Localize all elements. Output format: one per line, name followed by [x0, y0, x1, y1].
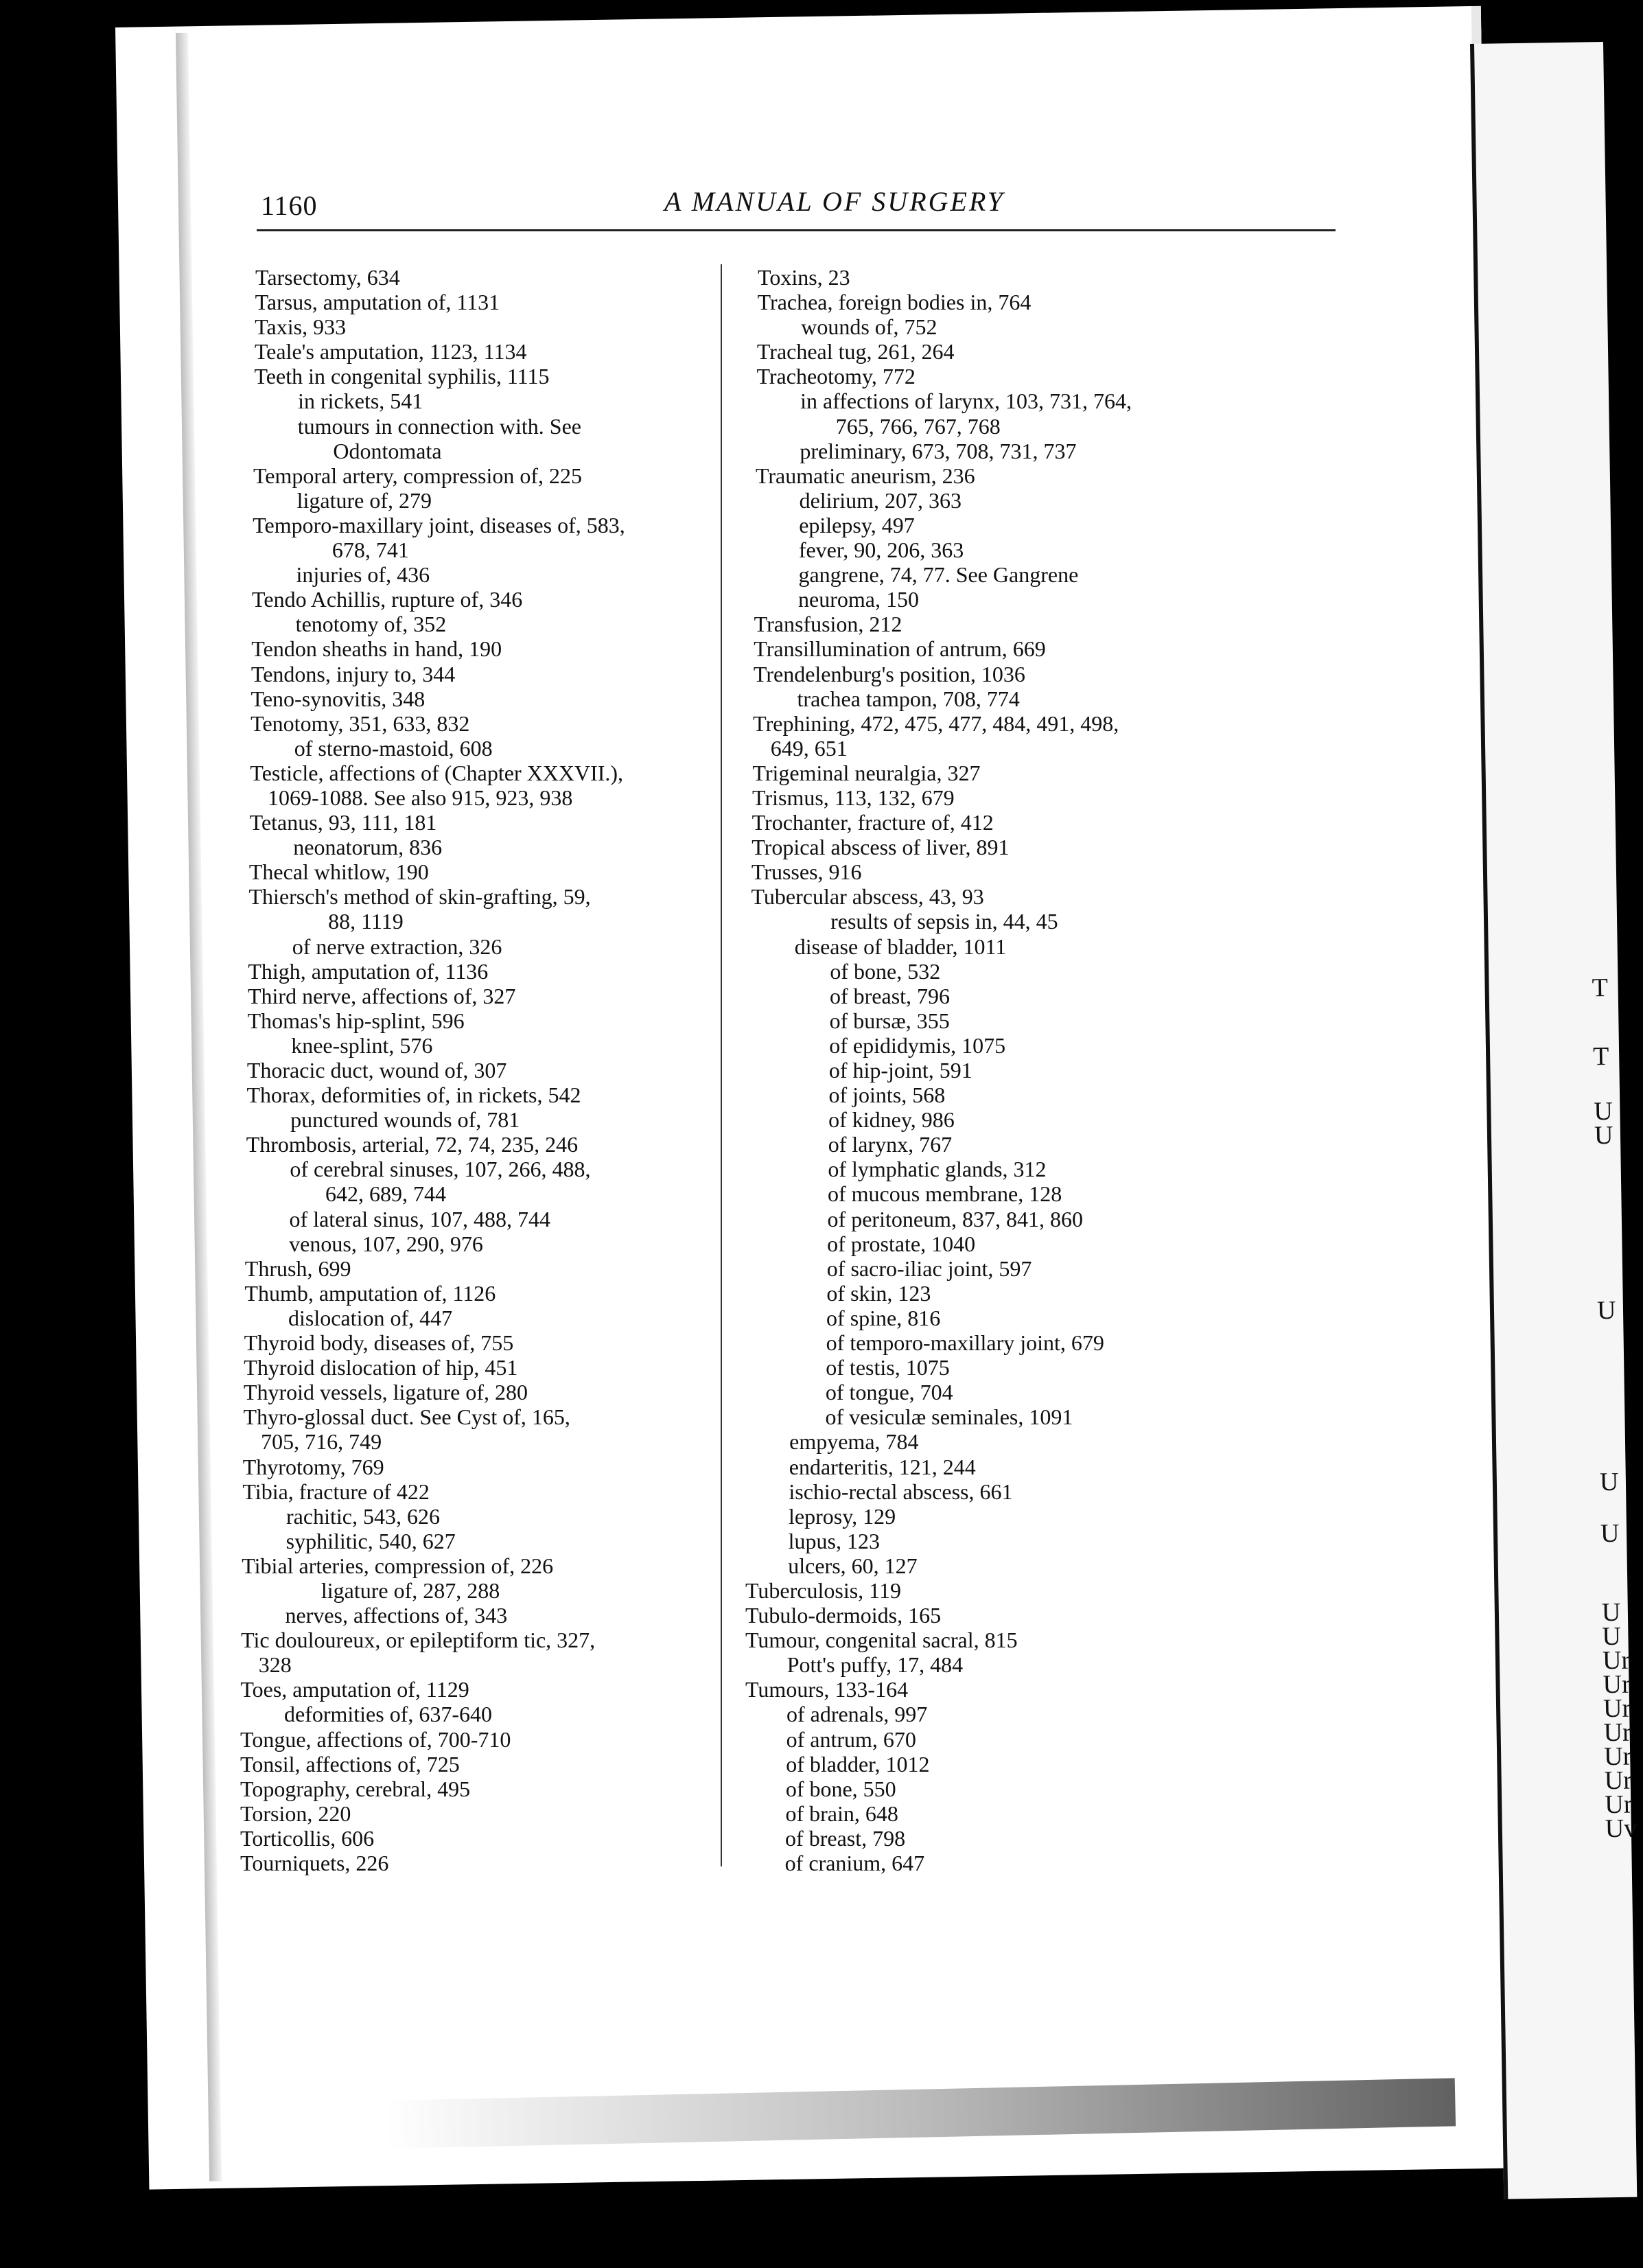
index-entry: Trusses, 916	[751, 859, 862, 885]
index-entry: Transfusion, 212	[754, 612, 902, 637]
index-entry: Tenotomy, 351, 633, 832	[250, 710, 470, 736]
index-column-right	[745, 265, 1315, 1875]
index-entry: ligature of, 279	[296, 487, 432, 513]
index-entry: Thrush, 699	[244, 1256, 351, 1281]
index-entry: ligature of, 287, 288	[321, 1577, 500, 1603]
index-entry: Thyrotomy, 769	[242, 1454, 384, 1479]
facing-page-fragment: Ur	[1604, 1766, 1633, 1796]
index-entry: of peritoneum, 837, 841, 860	[827, 1206, 1083, 1231]
index-entry: of nerve extraction, 326	[292, 934, 502, 959]
index-entry: Teale's amputation, 1123, 1134	[254, 339, 527, 364]
page-number: 1160	[261, 190, 318, 221]
index-entry: of antrum, 670	[786, 1726, 916, 1752]
index-entry: Thecal whitlow, 190	[248, 859, 429, 885]
index-entry: delirium, 207, 363	[799, 487, 962, 513]
index-entry: of cranium, 647	[784, 1851, 925, 1875]
index-entry: Odontomata	[333, 438, 442, 463]
index-entry: syphilitic, 540, 627	[286, 1528, 456, 1553]
index-entry: of breast, 798	[785, 1825, 906, 1851]
index-entry: of temporo-maxillary joint, 679	[826, 1330, 1104, 1356]
index-entry: of bladder, 1012	[786, 1751, 930, 1777]
facing-page-fragment: Uv	[1605, 1814, 1638, 1844]
index-entry: Thyroid vessels, ligature of, 280	[243, 1380, 528, 1405]
facing-page-fragment: Ur	[1603, 1741, 1632, 1772]
index-entry: gangrene, 74, 77. See Gangrene	[798, 562, 1079, 588]
index-entry: Tourniquets, 226	[240, 1851, 389, 1875]
index-entry: punctured wounds of, 781	[290, 1107, 520, 1133]
index-entry: tenotomy of, 352	[295, 612, 447, 637]
index-entry: of brain, 648	[785, 1801, 898, 1826]
index-entry: of adrenals, 997	[786, 1702, 928, 1727]
index-entry: 705, 716, 749	[261, 1429, 382, 1455]
facing-page-fragment: Ur	[1603, 1669, 1631, 1700]
index-entry: Trachea, foreign bodies in, 764	[757, 290, 1032, 315]
facing-page-fragment: T	[1592, 1042, 1609, 1072]
index-entry: of joints, 568	[828, 1083, 946, 1108]
index-entry: ulcers, 60, 127	[788, 1553, 918, 1578]
index-entry: of vesiculæ seminales, 1091	[825, 1404, 1073, 1430]
index-entry: Tuberculosis, 119	[745, 1577, 901, 1603]
index-entry: leprosy, 129	[789, 1503, 896, 1529]
index-entry: Thyro-glossal duct. See Cyst of, 165,	[243, 1404, 570, 1430]
index-entry: Temporo-maxillary joint, diseases of, 583,	[253, 512, 625, 537]
index-entry: in affections of larynx, 103, 731, 764,	[800, 389, 1132, 414]
index-entry: Tubercular abscess, 43, 93	[751, 884, 984, 910]
index-entry: Thigh, amputation of, 1136	[248, 958, 489, 984]
index-entry: injuries of, 436	[296, 562, 430, 588]
index-entry: Pott's puffy, 17, 484	[786, 1652, 964, 1678]
index-entry: of lymphatic glands, 312	[828, 1157, 1047, 1182]
index-entry: wounds of, 752	[801, 314, 937, 340]
index-entry: trachea tampon, 708, 774	[797, 686, 1020, 711]
index-entry: Thiersch's method of skin-grafting, 59,	[248, 884, 591, 910]
index-entry: Torsion, 220	[240, 1801, 351, 1826]
index-entry: Trigeminal neuralgia, 327	[752, 760, 981, 785]
index-entry: knee-splint, 576	[291, 1032, 433, 1058]
index-entry: of bone, 532	[830, 958, 941, 984]
index-entry: of sacro-iliac joint, 597	[826, 1256, 1032, 1281]
index-entry: Tropical abscess of liver, 891	[751, 835, 1010, 860]
index-entry: of bursæ, 355	[829, 1008, 950, 1033]
index-entry: 649, 651	[770, 735, 848, 761]
index-entry: Tubulo-dermoids, 165	[745, 1603, 942, 1628]
index-entry: Taxis, 933	[255, 314, 347, 340]
index-entry: Thyroid body, diseases of, 755	[244, 1330, 514, 1356]
index-entry: tumours in connection with. See	[297, 413, 581, 439]
index-entry: Tonsil, affections of, 725	[240, 1751, 460, 1777]
header-rule	[257, 229, 1336, 231]
facing-page-fragment: U	[1594, 1120, 1613, 1150]
index-entry: Tarsus, amputation of, 1131	[255, 290, 500, 315]
index-entry: Thomas's hip-splint, 596	[247, 1008, 465, 1033]
index-entry: Tumours, 133-164	[745, 1677, 909, 1702]
index-entry: venous, 107, 290, 976	[289, 1231, 483, 1256]
index-entry: Third nerve, affections of, 327	[247, 983, 516, 1008]
index-entry: Torticollis, 606	[240, 1825, 375, 1851]
index-entry: of spine, 816	[826, 1305, 941, 1330]
index-entry: of kidney, 986	[828, 1107, 955, 1133]
index-entry: results of sepsis in, 44, 45	[830, 909, 1058, 934]
index-entry: Tumour, congenital sacral, 815	[745, 1628, 1018, 1653]
index-entry: Tracheal tug, 261, 264	[756, 339, 955, 364]
facing-page-fragment: U	[1599, 1467, 1619, 1497]
index-entry: nerves, affections of, 343	[285, 1603, 508, 1628]
index-entry: of sterno-mastoid, 608	[294, 735, 493, 761]
column-divider	[721, 264, 722, 1866]
index-entry: Traumatic aneurism, 236	[755, 463, 975, 488]
index-entry: Tic douloureux, or epileptiform tic, 327,	[241, 1628, 596, 1653]
index-entry: epilepsy, 497	[799, 512, 915, 537]
index-entry: of prostate, 1040	[827, 1231, 976, 1256]
facing-page-fragment: Ur	[1603, 1717, 1632, 1748]
index-entry: rachitic, 543, 626	[286, 1503, 440, 1529]
index-entry: lupus, 123	[788, 1528, 880, 1553]
index-entry: Tendons, injury to, 344	[250, 661, 456, 686]
index-entry: Toxins, 23	[758, 265, 850, 290]
index-entry: Tendon sheaths in hand, 190	[251, 636, 502, 662]
index-entry: Testicle, affections of (Chapter XXXVII.),	[250, 760, 624, 785]
index-entry: in rickets, 541	[298, 389, 423, 414]
index-entry: deformities of, 637-640	[283, 1702, 492, 1727]
index-entry: Teeth in congenital syphilis, 1115	[254, 364, 550, 389]
index-entry: of larynx, 767	[828, 1132, 953, 1157]
index-entry: 1069-1088. See also 915, 923, 938	[268, 785, 573, 810]
facing-page-fragment: U	[1596, 1295, 1616, 1326]
index-entry: Trochanter, fracture of, 412	[751, 810, 994, 835]
facing-page-fragment: U	[1600, 1518, 1620, 1549]
index-entry: 88, 1119	[328, 909, 404, 934]
index-entry: of testis, 1075	[826, 1355, 950, 1380]
index-entry: of skin, 123	[826, 1280, 931, 1306]
index-entry: 765, 766, 767, 768	[835, 413, 1001, 439]
index-entry: neonatorum, 836	[293, 835, 443, 860]
index-entry: fever, 90, 206, 363	[798, 537, 964, 563]
index-entry: Thumb, amputation of, 1126	[244, 1280, 496, 1306]
index-entry: empyema, 784	[789, 1429, 919, 1455]
index-entry: Toes, amputation of, 1129	[240, 1677, 469, 1702]
index-entry: Tendo Achillis, rupture of, 346	[252, 587, 523, 612]
index-entry: 642, 689, 744	[325, 1181, 446, 1207]
index-entry: of cerebral sinuses, 107, 266, 488,	[290, 1157, 591, 1182]
facing-page-fragment: U	[1602, 1621, 1622, 1652]
index-entry: Thorax, deformities of, in rickets, 542	[246, 1083, 581, 1108]
index-entry: Tracheotomy, 772	[756, 364, 916, 389]
facing-page-fragment: U	[1594, 1096, 1613, 1126]
index-entry: Teno-synovitis, 348	[250, 686, 426, 711]
index-entry: dislocation of, 447	[288, 1305, 453, 1330]
index-entry: Transillumination of antrum, 669	[754, 636, 1046, 662]
index-column-left	[240, 265, 714, 1875]
index-entry: of tongue, 704	[825, 1380, 953, 1405]
index-entry: neuroma, 150	[798, 587, 919, 612]
facing-page-fragment: T	[1592, 973, 1609, 1003]
index-entry: Trephining, 472, 475, 477, 484, 491, 498,	[753, 710, 1119, 736]
facing-page-fragment: U	[1601, 1597, 1621, 1628]
facing-page-fragment: Ur	[1602, 1645, 1631, 1676]
index-entry: Thrombosis, arterial, 72, 74, 235, 246	[246, 1132, 579, 1157]
index-entry: disease of bladder, 1011	[794, 934, 1007, 959]
running-title: A MANUAL OF SURGERY	[664, 186, 1005, 217]
index-entry: Trismus, 113, 132, 679	[752, 785, 955, 810]
index-entry: 328	[258, 1652, 292, 1678]
index-entry: Topography, cerebral, 495	[240, 1776, 471, 1801]
index-entry: 678, 741	[331, 537, 409, 563]
index-entry: of hip-joint, 591	[828, 1058, 972, 1083]
index-entry: Tetanus, 93, 111, 181	[249, 810, 437, 835]
index-entry: Thoracic duct, wound of, 307	[246, 1058, 507, 1083]
index-entry: of mucous membrane, 128	[827, 1181, 1062, 1207]
index-entry: of breast, 796	[829, 983, 951, 1008]
facing-page-fragment: Ur	[1604, 1790, 1633, 1820]
index-entry: preliminary, 673, 708, 731, 737	[800, 438, 1077, 463]
index-entry: of epididymis, 1075	[829, 1032, 1006, 1058]
index-entry: Tongue, affections of, 700-710	[240, 1726, 511, 1752]
index-entry: of bone, 550	[785, 1776, 896, 1801]
index-entry: ischio-rectal abscess, 661	[789, 1479, 1013, 1504]
index-entry: Trendelenburg's position, 1036	[753, 661, 1025, 686]
facing-page-fragment: Ur	[1603, 1693, 1631, 1724]
index-entry: Tibial arteries, compression of, 226	[242, 1553, 554, 1578]
index-entry: Temporal artery, compression of, 225	[253, 463, 583, 488]
index-entry: Thyroid dislocation of hip, 451	[244, 1355, 518, 1380]
index-entry: endarteritis, 121, 244	[789, 1454, 976, 1479]
index-entry: Tibia, fracture of 422	[242, 1479, 430, 1504]
index-entry: Tarsectomy, 634	[255, 265, 400, 290]
index-entry: of lateral sinus, 107, 488, 744	[289, 1206, 550, 1231]
